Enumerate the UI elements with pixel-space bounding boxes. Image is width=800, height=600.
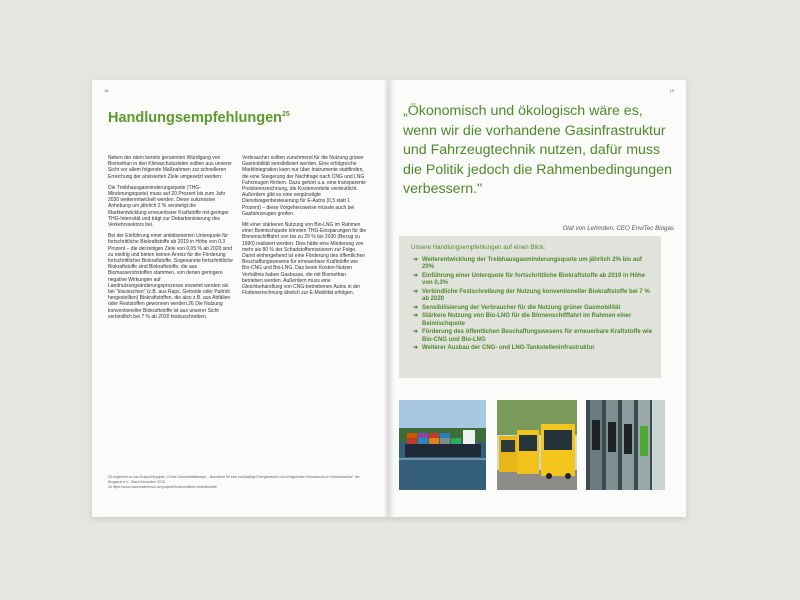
fuel-pump-photo: [586, 400, 665, 490]
list-item: [413, 345, 655, 352]
left-page: [92, 80, 389, 517]
list-item: [413, 305, 655, 312]
list-item: [413, 329, 655, 343]
heading-footnote-ref: 25: [282, 111, 290, 119]
list-item-text: Sensibilisierung der Verbraucher für die Nutzung grüner Gasmobilität: [422, 304, 621, 311]
paragraph: Bei der Einführung einer ambitionierten Unterquote für fortschrittliche Biokraftstoffe ab 2019 in Höhe von 0,3 Prozent – die derzeitigen Ziele von 0,05 % ab 2020 sind zu niedrig und bieten keinen Anreiz für die Förderung fortschrittlicher Biokraftstoffe. Sogenannte fortschrittliche Biokraftstoffe sind Biokraftstoffe, die aus Biomasserohstoffen stammen, von denen geringere negative Wirkungen auf Landnutzungsänderungsprozesse erwartet werden als bei "klassischen" (z.B. aus Raps, Getreide oder Palmöl hergestellten) Biokraftstoffen, die also z.B. aus Abfällen oder Reststoffen gewonnen werden.26 Die Nutzung konventioneller Biokraftstoffe ist aus unserer Sicht verbindlich bei 7 % ab 2020 festzuschreiben.: [108, 233, 233, 320]
paragraph: Die Treibhausgasminderungsquote (THG-Minderungsquote) muss auf 20 Prozent bis zum Jahr 2030 weiterentwickelt werden. Diese sukzessive Anhebung um jährlich 2 % verstetigt die Marktentwicklung erneuerbarer Kraftstoffe mit geringer THG-Intensität und trägt zur Dekarbonisierung des Verkehrssektors bei.: [108, 184, 229, 229]
text-column-2: [242, 155, 367, 301]
arrow-icon: ➔: [413, 329, 419, 336]
recommendations-box: [399, 236, 661, 378]
text-column-1: [108, 155, 233, 325]
page-title: [108, 110, 290, 126]
arrow-icon: ➔: [413, 257, 419, 263]
footnote: 26 https://www.naturundmensch.de/projekte/fortschrittliche-biokraftstoffe/: [108, 485, 218, 489]
paragraph: Mit einer stärkeren Nutzung von Bio-LNG im Rahmen einer Beimischquote könnten THG-Einsparungen für die Binnenschifffahrt von bis zu 29 % bis 2030 (Bezug zu 1990) realisiert werden. Dies hätte eine Minderung von mehr als 80 % der Schadstoffemissionen zur Folge. Damit einhergehend ist eine Förderung des öffentlichen Beschaffungswesens für erneuerbare Kraftstoffe wie Bio-CNG und Bio-LNG. Das beste Kosten-Nutzen Verhältnis haben Gasbusse, die mit Biomethan betrieben werden. Außerdem muss eine Gleichbehandlung von CNG-betriebenen Autos in der Flottenerrechnung ähnlich zur E-Mobilität erfolgen.: [242, 222, 367, 297]
pull-quote: „Ökonomisch und ökologisch wäre es, wenn wir die vorhandene Gasinfrastruktur und Fahrzeugtechnik nutzen, dafür muss die Politik jedoch die Rahmenbedingungen verbessern.": [403, 103, 672, 197]
recommendations-title: Unsere Handlungsempfehlungen auf einen Blick:: [411, 244, 546, 251]
book-spine-shadow: [383, 80, 395, 517]
recommendations-list: [413, 257, 655, 354]
list-item: [413, 289, 655, 303]
quote-source: Olaf von Lehmden, CEO EnviTec Biogas: [562, 225, 674, 232]
list-item-text: Verbindliche Festschreibung der Nutzung konventioneller Biokraftstoffe bei 7 % ab 2020: [422, 288, 650, 303]
heading-text: Handlungsempfehlungen: [108, 110, 282, 126]
buses-photo: [497, 400, 577, 490]
list-item-text: Weiterentwicklung der Treibhausgasminderungsquote um jährlich 2% bis auf 20%: [422, 257, 642, 271]
arrow-icon: ➔: [413, 345, 419, 352]
arrow-icon: ➔: [413, 272, 419, 279]
list-item: [413, 313, 655, 327]
page-number-right: 19: [669, 88, 674, 93]
arrow-icon: ➔: [413, 304, 419, 311]
list-item-text: Einführung einer Unterquote für fortschrittliche Biokraftstoffe ab 2019 in Höhe von 0,3%: [422, 272, 646, 287]
footnote: 25 Angelehnt an das Eckpunktepapier „Grüne Gasmobilitätswege – Bausteine für eine nachhaltige Energiewende und erfolgreichen Klimaschutz im Verkehrssektor" der Biogasrat e.V., Stand Dezember 2018: [108, 475, 360, 484]
list-item-text: Stärkere Nutzung von Bio-LNG für die Binnenschifffahrt im Rahmen einer Beimischquote: [422, 313, 632, 327]
list-item-text: Förderung des öffentlichen Beschaffungswesens für erneuerbare Kraftstoffe wie Bio-CNG und Bio-LNG: [422, 329, 653, 343]
arrow-icon: ➔: [413, 313, 419, 320]
arrow-icon: ➔: [413, 288, 419, 295]
list-item: [413, 257, 655, 271]
container-ship-photo: [399, 400, 486, 490]
page-number-left: 18: [104, 88, 109, 93]
paragraph: Verbraucher sollten zunehmend für die Nutzung grüner Gasmobilität sensibilisiert werden. Eine erfolgreiche Marktintegration kann nur über Instrumente stattfinden, die eine Steigerung der Nachfrage nach CNG und LNG Fahrzeugen fördern. Dazu gehört u.a. eine transparente Preiskennzeichnung, die Kostenvorteile verdeutlicht. Außerdem gibt es eine vergünstigte Dienstwagenbesteuerung für E-Autos (0,5 statt 1 Prozent) – diese Vorgehensweise müsste auch bei Gasfahrzeugen greifen.: [242, 155, 366, 217]
list-item-text: Weiterer Ausbau der CNG- und LNG-Tankstelleninfrastruktur: [422, 345, 595, 352]
paragraph: Neben der oben bereits genannten Würdigung von Biomethan in den Klimaschutzzielen sollten aus unserer Sicht vor allem folgende Maßnahmen zur schnelleren Erreichung der anvisierten Ziele umgesetzt werden:: [108, 155, 232, 180]
footnotes: [108, 475, 370, 491]
list-item: [413, 273, 655, 287]
right-page: [389, 80, 686, 517]
